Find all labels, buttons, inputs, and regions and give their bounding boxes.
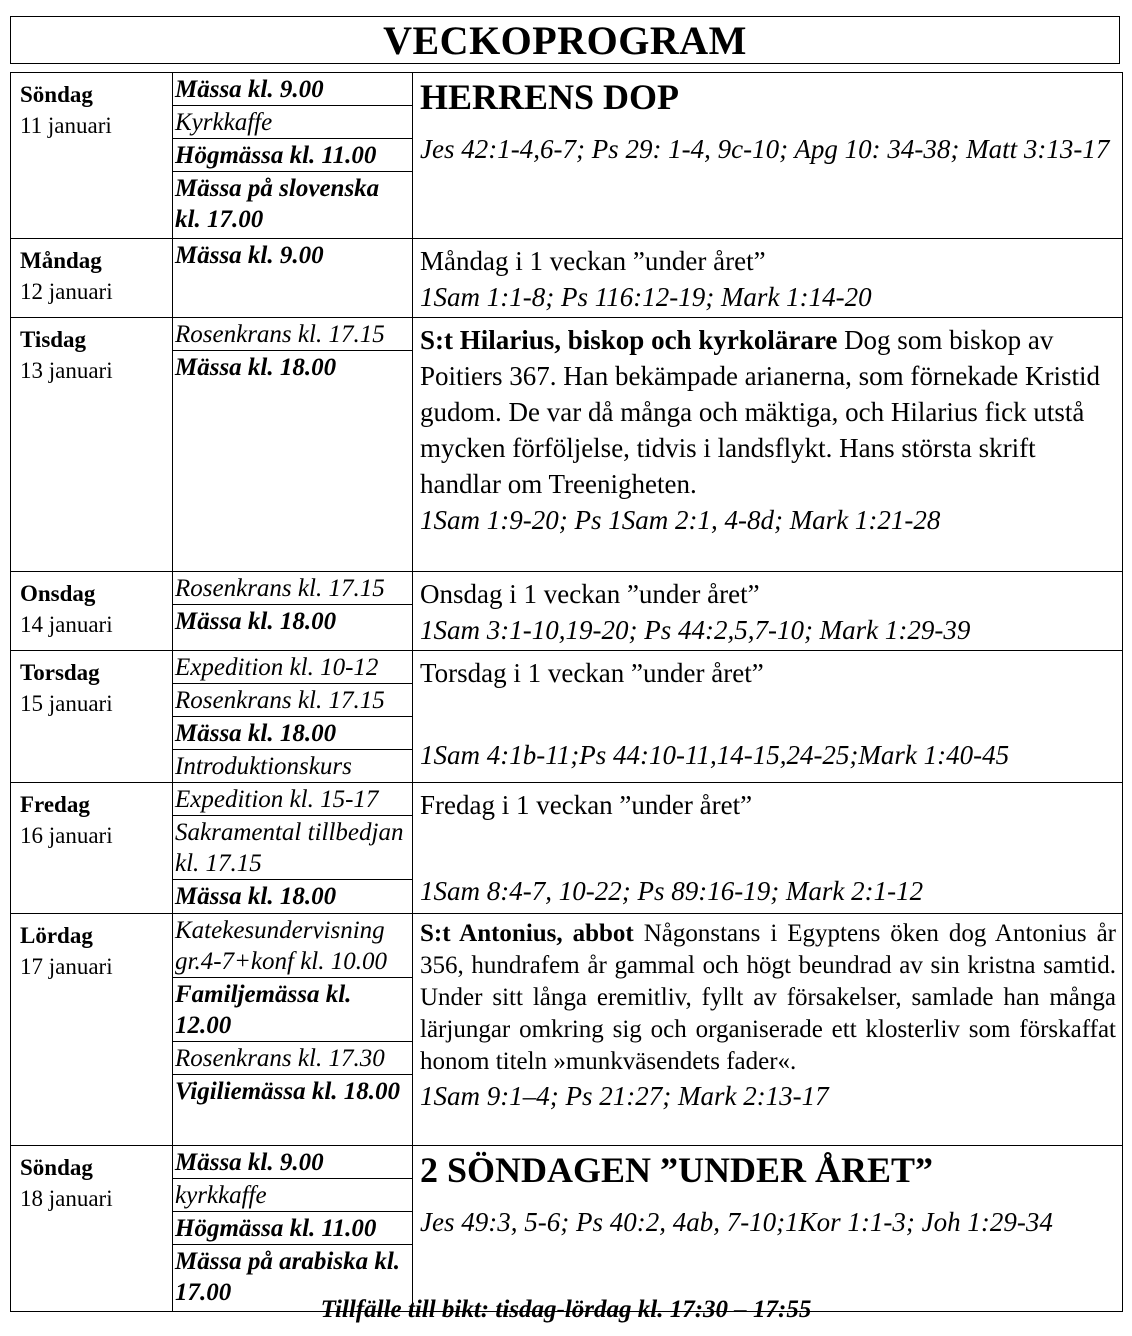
day-cell xyxy=(11,1146,173,1312)
activity-item: Mässa på arabiska kl. 17.00 xyxy=(175,1248,401,1306)
feast-title: 2 SÖNDAGEN ”UNDER ÅRET” xyxy=(420,1150,934,1190)
day-date: 12 januari xyxy=(20,279,113,304)
activity-item: Katekesundervisning gr.4-7+konf kl. 10.00 xyxy=(173,914,412,978)
activity-item: Mässa kl. 9.00 xyxy=(173,73,412,106)
activity-item: kyrkkaffe xyxy=(173,1179,412,1212)
day-name: Söndag xyxy=(20,1155,93,1180)
description-cell xyxy=(413,1146,1123,1312)
activity-item: Rosenkrans kl. 17.30 xyxy=(173,1042,412,1075)
activity-item: Sakramental tillbedjan kl. 17.15 xyxy=(173,816,412,880)
description-cell xyxy=(413,318,1123,572)
day-date: 13 januari xyxy=(20,358,113,383)
day-cell xyxy=(11,239,173,318)
day-cell xyxy=(11,783,173,914)
readings: Jes 49:3, 5-6; Ps 40:2, 4ab, 7-10;1Kor 1:1-3; Joh 1:29-34 xyxy=(420,1207,1053,1237)
day-heading: Fredag i 1 veckan ”under året” xyxy=(420,790,753,820)
day-date: 14 januari xyxy=(20,612,113,637)
day-name: Onsdag xyxy=(20,581,96,606)
page-title: VECKOPROGRAM xyxy=(10,16,1120,64)
saint-description: Någonstans i Egyptens öken dog Antonius år 356, hundrafem år gammal och högt beundrad av sin kristna samtid. Under sitt långa eremitliv, fyllt av försakelser, samlade han många lärjungar omkring sig och organiserade ett klosterliv som förskaffat honom titeln »munkväsendets fader«. xyxy=(420,920,1116,1075)
activities-cell xyxy=(173,1146,413,1312)
saint-name: S:t Hilarius, biskop och kyrkolärare xyxy=(420,325,838,355)
activity-item: Rosenkrans kl. 17.15 xyxy=(173,572,412,605)
activity-item: Mässa på slovenska kl. 17.00 xyxy=(175,175,380,233)
day-cell xyxy=(11,572,173,651)
description-cell xyxy=(413,239,1123,318)
activity-item: Högmässa kl. 11.00 xyxy=(173,1212,412,1245)
day-row xyxy=(11,1146,1123,1312)
activity-item: Rosenkrans kl. 17.15 xyxy=(173,684,412,717)
activity-item: Mässa kl. 9.00 xyxy=(175,242,324,269)
activity-item: Mässa kl. 18.00 xyxy=(175,608,337,635)
activity-item: Rosenkrans kl. 17.15 xyxy=(173,318,412,351)
activity-item: Mässa kl. 9.00 xyxy=(173,1146,412,1179)
day-name: Torsdag xyxy=(20,660,100,685)
day-row xyxy=(11,572,1123,651)
activity-item: Kyrkkaffe xyxy=(173,106,412,139)
activity-item: Mässa kl. 18.00 xyxy=(175,354,337,381)
activities-cell xyxy=(173,651,413,783)
description-cell xyxy=(413,914,1123,1146)
activity-item: Introduktionskurs xyxy=(175,753,352,780)
saint-paragraph xyxy=(420,918,1116,1078)
day-cell xyxy=(11,651,173,783)
activity-item: Vigiliemässa kl. 18.00 xyxy=(175,1078,401,1105)
day-cell xyxy=(11,914,173,1146)
week-schedule-table xyxy=(10,72,1123,1312)
activities-cell xyxy=(173,572,413,651)
activity-item: Expedition kl. 15-17 xyxy=(173,783,412,816)
readings: 1Sam 1:1-8; Ps 116:12-19; Mark 1:14-20 xyxy=(420,282,872,312)
readings: 1Sam 3:1-10,19-20; Ps 44:2,5,7-10; Mark 1:29-39 xyxy=(420,615,971,645)
day-date: 11 januari xyxy=(20,113,112,138)
day-name: Tisdag xyxy=(20,327,87,352)
day-name: Söndag xyxy=(20,82,93,107)
activity-item: Högmässa kl. 11.00 xyxy=(173,139,412,172)
day-name: Lördag xyxy=(20,923,93,948)
day-row xyxy=(11,73,1123,239)
description-cell xyxy=(413,651,1123,783)
day-row xyxy=(11,651,1123,783)
day-date: 18 januari xyxy=(20,1186,113,1211)
activity-item: Mässa kl. 18.00 xyxy=(173,717,412,750)
activity-item: Familjemässa kl. 12.00 xyxy=(173,978,412,1042)
day-cell xyxy=(11,73,173,239)
day-date: 17 januari xyxy=(20,954,113,979)
description-cell xyxy=(413,783,1123,914)
saint-name: S:t Antonius, abbot xyxy=(420,920,634,947)
day-date: 15 januari xyxy=(20,691,113,716)
activity-item: Expedition kl. 10-12 xyxy=(173,651,412,684)
day-row xyxy=(11,914,1123,1146)
saint-paragraph xyxy=(420,322,1116,502)
day-row xyxy=(11,239,1123,318)
activities-cell xyxy=(173,73,413,239)
feast-title: HERRENS DOP xyxy=(420,77,680,117)
day-heading: Torsdag i 1 veckan ”under året” xyxy=(420,658,764,688)
day-heading: Onsdag i 1 veckan ”under året” xyxy=(420,579,760,609)
readings: 1Sam 1:9-20; Ps 1Sam 2:1, 4-8d; Mark 1:21-28 xyxy=(420,505,941,535)
day-row xyxy=(11,318,1123,572)
readings: Jes 42:1-4,6-7; Ps 29: 1-4, 9c-10; Apg 10: 34-38; Matt 3:13-17 xyxy=(420,134,1110,164)
day-row xyxy=(11,783,1123,914)
day-date: 16 januari xyxy=(20,823,113,848)
activities-cell xyxy=(173,239,413,318)
readings: 1Sam 8:4-7, 10-22; Ps 89:16-19; Mark 2:1-12 xyxy=(420,876,924,906)
activities-cell xyxy=(173,783,413,914)
activities-cell xyxy=(173,318,413,572)
activity-item: Mässa kl. 18.00 xyxy=(175,883,337,910)
saint-description: Dog som biskop av Poitiers 367. Han bekämpade arianerna, som förnekade Kristid gudom. De var då många och mäktiga, och Hilarius fick utstå mycken förföljelse, tidvis i landsflykt. Hans största skrift handlar om Treenigheten. xyxy=(420,325,1101,499)
activities-cell xyxy=(173,914,413,1146)
description-cell xyxy=(413,73,1123,239)
day-name: Fredag xyxy=(20,792,90,817)
readings: 1Sam 9:1–4; Ps 21:27; Mark 2:13-17 xyxy=(420,1081,829,1111)
day-cell xyxy=(11,318,173,572)
description-cell xyxy=(413,572,1123,651)
day-heading: Måndag i 1 veckan ”under året” xyxy=(420,246,766,276)
readings: 1Sam 4:1b-11;Ps 44:10-11,14-15,24-25;Mark 1:40-45 xyxy=(420,740,1010,770)
day-name: Måndag xyxy=(20,248,102,273)
confession-times-footer: Tillfälle till bikt: tisdag-lördag kl. 17:30 – 17:55 xyxy=(320,1296,812,1323)
